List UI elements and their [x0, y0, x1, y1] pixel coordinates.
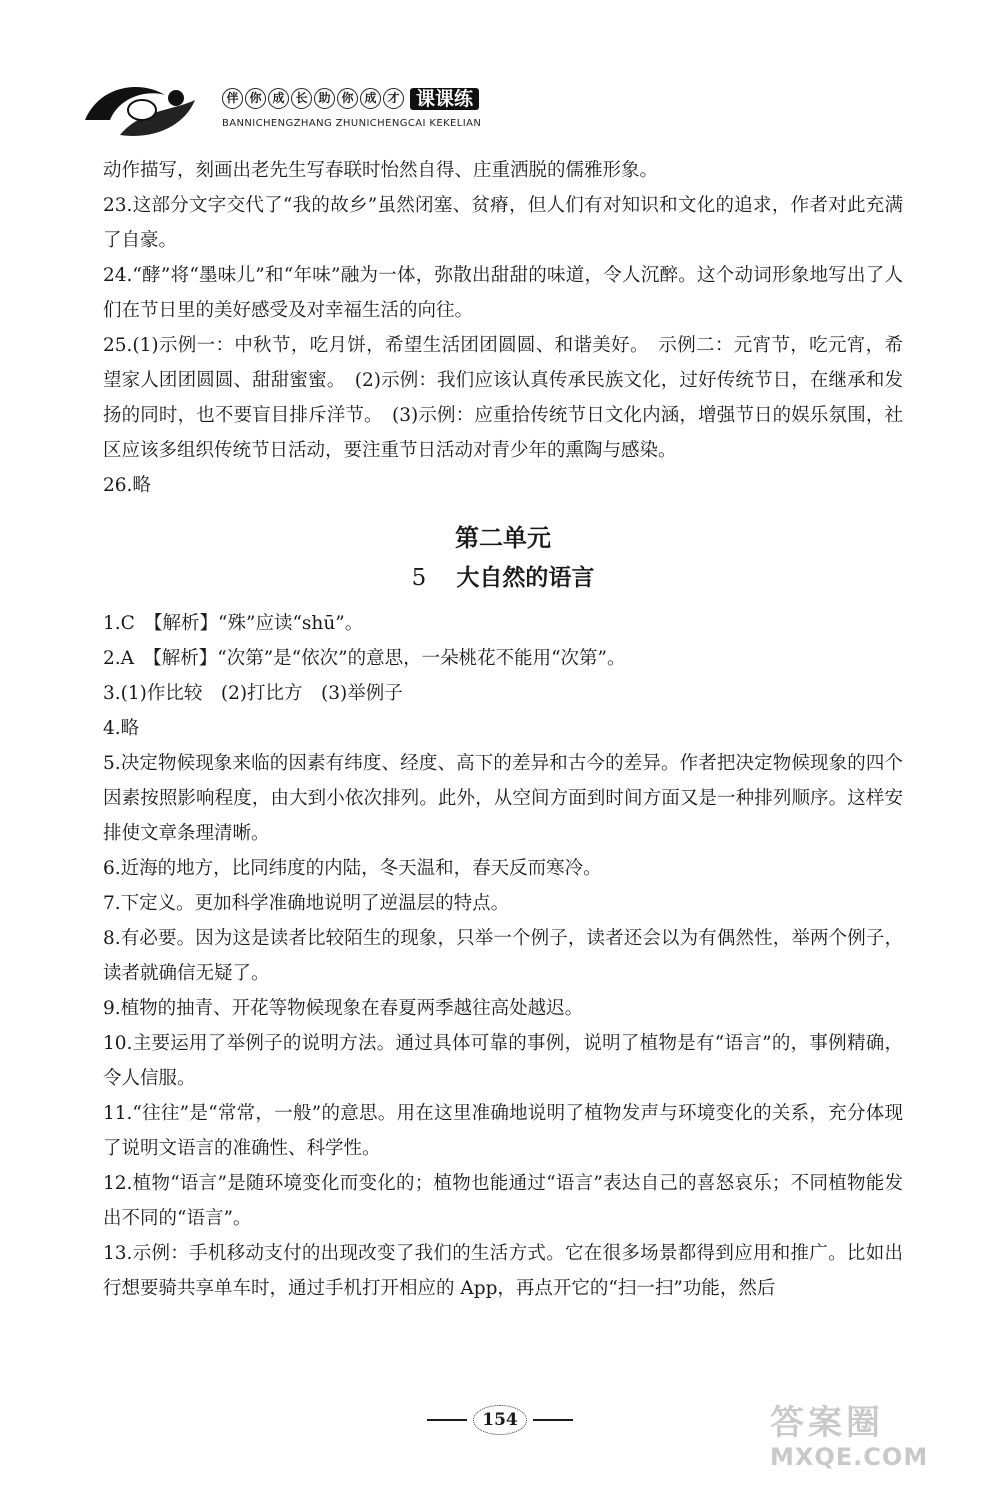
- answer-paragraph: 12.植物“语言”是随环境变化而变化的；植物也能通过“语言”表达自己的喜怒哀乐；不同植物能发出不同的“语言”。: [103, 1173, 903, 1229]
- answer-paragraph: 1.C 【解析】“殊”应读“shū”。: [103, 613, 364, 634]
- answer-paragraph: 23.这部分文字交代了“我的故乡”虽然闭塞、贫瘠，但人们有对知识和文化的追求，作者对此充满了自豪。: [103, 195, 903, 251]
- logo-char: 才: [383, 88, 404, 109]
- lesson-title: [103, 558, 903, 598]
- answer-paragraph: 10.主要运用了举例子的说明方法。通过具体可靠的事例，说明了植物是有“语言”的，事例精确，令人信服。: [103, 1033, 903, 1089]
- unit-title: 第二单元: [455, 524, 551, 552]
- logo-title: [222, 88, 479, 110]
- answer-paragraph: 11.“往往”是“常常，一般”的意思。用在这里准确地说明了植物发声与环境变化的关系，充分体现了说明文语言的准确性、科学性。: [103, 1103, 903, 1159]
- logo-char: 你: [337, 88, 358, 109]
- watermark: [760, 1395, 990, 1480]
- answer-paragraph: 5.决定物候现象来临的因素有纬度、经度、高下的差异和古今的差异。作者把决定物候现象的四个因素按照影响程度，由大到小依次排列。此外，从空间方面到时间方面又是一种排列顺序。这样安排使文章条理清晰。: [103, 753, 903, 844]
- answer-paragraph: 2.A 【解析】“次第”是“依次”的意思，一朵桃花不能用“次第”。: [103, 648, 626, 669]
- answer-content: [103, 153, 903, 1306]
- logo-swirl-icon: [80, 80, 200, 142]
- lesson-number: 5: [411, 565, 427, 591]
- answer-paragraph: 24.“酵”将“墨味儿”和“年味”融为一体，弥散出甜甜的味道，令人沉醉。这个动词形象地写出了人们在节日里的美好感受及对幸福生活的向往。: [103, 265, 903, 321]
- answer-paragraph: 动作描写，刻画出老先生写春联时怡然自得、庄重洒脱的儒雅形象。: [103, 160, 659, 181]
- answer-paragraph: 9.植物的抽青、开花等物候现象在春夏两季越往高处越迟。: [103, 998, 584, 1019]
- answer-paragraph: 4.略: [103, 718, 140, 739]
- logo-char: 长: [291, 88, 312, 109]
- answer-paragraph: 3.(1)作比较 (2)打比方 (3)举例子: [103, 683, 403, 704]
- logo-brand: 课课练: [410, 88, 479, 110]
- answer-paragraph: 25.(1)示例一：中秋节，吃月饼，希望生活团团圆圆、和谐美好。 示例二：元宵节，吃元宵，希望家人团团圆圆、甜甜蜜蜜。 (2)示例：我们应该认真传承民族文化，过好传统节日，在继承和发扬的同时，也不要盲目排斥洋节。 (3)示例：应重拾传统节日文化内涵，增强节日的娱乐氛围，社区应该多组织传统节日活动，要注重节日活动对青少年的熏陶与感染。: [103, 335, 903, 461]
- answer-paragraph: 7.下定义。更加科学准确地说明了逆温层的特点。: [103, 893, 510, 914]
- logo-char: 伴: [222, 88, 243, 109]
- answer-paragraph: 6.近海的地方，比同纬度的内陆，冬天温和，春天反而寒冷。: [103, 858, 602, 879]
- logo-char: 你: [245, 88, 266, 109]
- footer-rule: [533, 1419, 573, 1421]
- logo-char: 成: [268, 88, 289, 109]
- logo-char: 成: [360, 88, 381, 109]
- answer-paragraph: 26.略: [103, 475, 151, 496]
- logo-char: 助: [314, 88, 335, 109]
- watermark-url: MXQE.COM: [770, 1443, 929, 1471]
- watermark-logo-text: 答案圈: [770, 1403, 884, 1443]
- lesson-name: 大自然的语言: [456, 565, 595, 591]
- answer-paragraph: 13.示例：手机移动支付的出现改变了我们的生活方式。它在很多场景都得到应用和推广。比如出行想要骑共享单车时，通过手机打开相应的 App，再点开它的“扫一扫”功能，然后: [103, 1243, 903, 1299]
- logo-pinyin: BANNICHENGZHANG ZHUNICHENGCAI KEKELIAN: [222, 118, 482, 129]
- answer-paragraph: 8.有必要。因为这是读者比较陌生的现象，只举一个例子，读者还会以为有偶然性，举两个例子，读者就确信无疑了。: [103, 928, 903, 984]
- book-header: [70, 80, 590, 150]
- footer-rule: [427, 1419, 467, 1421]
- page-number: 154: [473, 1405, 527, 1435]
